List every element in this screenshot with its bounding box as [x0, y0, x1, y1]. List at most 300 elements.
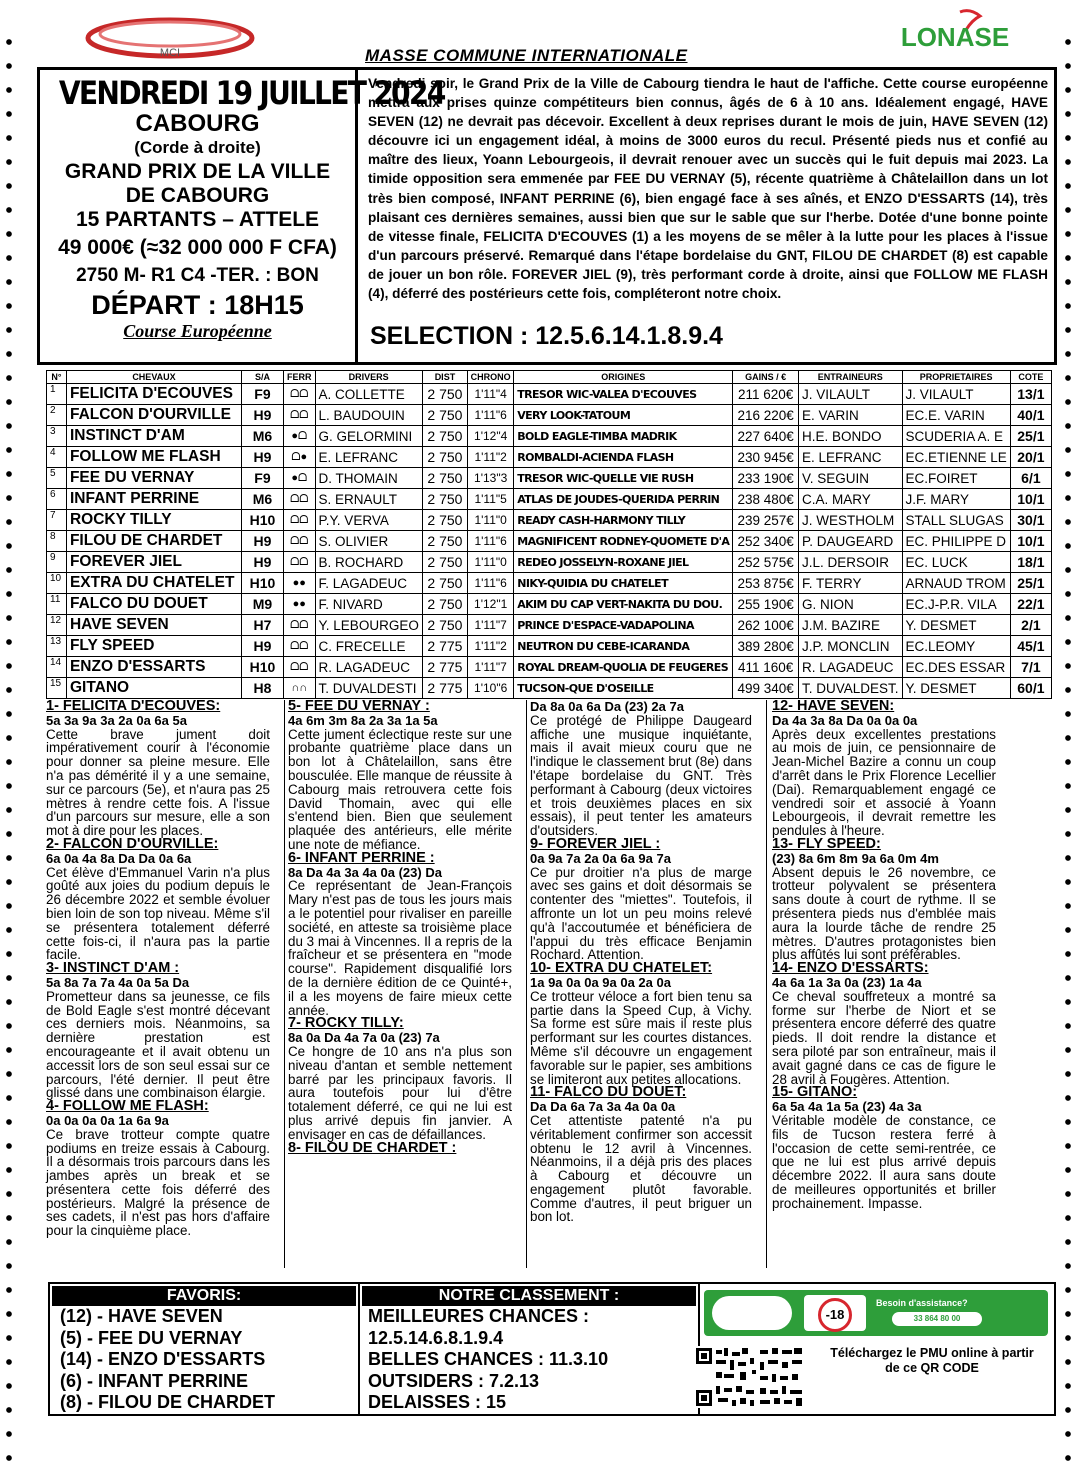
table-row: [47, 531, 1052, 552]
table-row: [47, 552, 1052, 573]
cell-trainer: J.M. BAZIRE: [798, 615, 902, 636]
cell-gains: 239 257€: [733, 510, 799, 531]
table-row: [47, 426, 1052, 447]
cell-trainer: J. VILAULT: [798, 384, 902, 405]
cell-trainer: V. SEGUIN: [798, 468, 902, 489]
table-row: [47, 468, 1052, 489]
cell-gains: 227 640€: [733, 426, 799, 447]
cell-driver: S. ERNAULT: [315, 489, 422, 510]
classement-item: OUTSIDERS : 7.2.13: [368, 1370, 540, 1391]
cell-name: GITANO: [66, 678, 241, 699]
commentary-text: Cette brave jument doit impérativement courir à l'économie pour donner sa pleine mesure. Elle n'a pas démérité il y a une semaine, sur ce parcours (5e), et n'aura pas 25 mètres à rendre cette fois. A l'issue d'un parcours sur mesure, elle a son mot à dire pour les places.: [46, 726, 270, 839]
cell-ferr: ᗝᗝ: [283, 510, 315, 531]
cell-cote: 10/1: [1010, 531, 1051, 552]
cell-sa: H10: [242, 510, 284, 531]
cell-name: ROCKY TILLY: [66, 510, 241, 531]
commentary-heading: 7- ROCKY TILLY:: [288, 1015, 404, 1032]
cell-cote: 10/1: [1010, 489, 1051, 510]
commentary-text: Absent depuis le 26 novembre, ce trotteur polyvalent se présentera sans doute à court de rythme. Il se présentera pieds nus d'emblée mais aura la lourde tâche de rendre 25 mètres. D'autres protagonistes bien plus affûtés lui sont préférables.: [772, 864, 996, 963]
column-divider: [766, 700, 767, 1268]
column-divider: [284, 700, 285, 1268]
cell-sa: M6: [242, 489, 284, 510]
cell-gains: 230 945€: [733, 447, 799, 468]
cell-ferr: ᗝᗝ: [283, 384, 315, 405]
table-row: [47, 573, 1052, 594]
cell-ferr: ᗝᗝ: [283, 405, 315, 426]
commentary-form: Da Da 6a 7a 3a 4a 0a 0a: [530, 1099, 676, 1115]
favoris-panel: [52, 1286, 356, 1414]
cell-driver: Y. LEBOURGEO: [315, 615, 422, 636]
cell-owner: Y. DESMET: [902, 678, 1010, 699]
qr-caption: Téléchargez le PMU online à partir de ce QR CODE: [830, 1346, 1034, 1375]
table-row: [47, 594, 1052, 615]
course-type: Course Européenne: [123, 321, 272, 341]
cell-trainer: F. TERRY: [798, 573, 902, 594]
help-phone: 33 864 80 00: [892, 1312, 982, 1326]
cell-gains: 252 575€: [733, 552, 799, 573]
svg-text:LONASE: LONASE: [900, 22, 1010, 52]
cell-origin: TRESOR WIC-QUELLE VIE RUSH: [514, 468, 733, 489]
runners-body: [47, 384, 1052, 699]
commentary-text: Ce cheval souffreteux a montré sa forme sur l'herbe de Niort et se présentera encore déferré des quatre pieds. Il doit rendre la distance et sera piloté par son entraîneur, mais il avait gagné dans ce cas de figure le 28 avril à Fougères. Attention.: [772, 988, 996, 1087]
cell-ferr: ∩∩: [283, 678, 315, 699]
cell-num: 5: [47, 468, 67, 489]
cell-driver: S. OLIVIER: [315, 531, 422, 552]
cell-trainer: E. VARIN: [798, 405, 902, 426]
cell-cote: 13/1: [1010, 384, 1051, 405]
minus-18-icon: -18: [818, 1298, 852, 1332]
cell-chrono: 1'11"6: [468, 531, 514, 552]
commentary-text: Ce pur droitier n'a plus de marge avec ses gains et doit désormais se contenter des "miettes". Toutefois, il affronte un lot un peu moins relevé qu'à l'accoutumée et bénéficiera de l'appui du très efficace Benjamin Rochard. Attention.: [530, 864, 752, 963]
commentary-form: 6a 0a 4a 8a Da Da 0a 6a: [46, 850, 192, 866]
column-header: CHEVAUX: [66, 371, 241, 384]
column-header: ENTRAINEURS: [798, 371, 902, 384]
commentary-text: Cet élève d'Emmanuel Varin n'a plus goûté aux joies du podium depuis le 26 décembre 2022 et semble évoluer bien loin de son top niveau. Même s'il se présentera totalement déferré cette fois-ci, il n'aura pas la partie facile.: [46, 864, 270, 963]
cell-dist: 2 750: [422, 405, 467, 426]
cell-dist: 2 775: [422, 657, 467, 678]
cell-ferr: ᗝᗝ: [283, 636, 315, 657]
commentary-heading: 15- GITANO:: [772, 1084, 858, 1101]
cell-sa: F9: [242, 468, 284, 489]
cell-sa: H10: [242, 657, 284, 678]
cell-driver: B. ROCHARD: [315, 552, 422, 573]
cell-cote: 2/1: [1010, 615, 1051, 636]
cell-chrono: 1'11"6: [468, 405, 514, 426]
commentary-heading: 14- ENZO D'ESSARTS:: [772, 960, 929, 977]
cell-dist: 2 750: [422, 573, 467, 594]
cell-dist: 2 750: [422, 468, 467, 489]
cell-owner: J.F. MARY: [902, 489, 1010, 510]
cell-ferr: ●●: [283, 594, 315, 615]
cell-origin: MAGNIFICENT RODNEY-QUOMETE D'A: [514, 531, 733, 552]
cell-gains: 411 160€: [733, 657, 799, 678]
cell-num: 15: [47, 678, 67, 699]
cell-dist: 2 750: [422, 426, 467, 447]
dotted-border-right: [1063, 30, 1073, 1470]
cell-trainer: G. NION: [798, 594, 902, 615]
classement-item: DELAISSES : 15: [368, 1392, 507, 1412]
cell-num: 13: [47, 636, 67, 657]
cell-origin: TUCSON-QUE D'OSEILLE: [514, 678, 733, 699]
cell-driver: F. LAGADEUC: [315, 573, 422, 594]
cell-name: INFANT PERRINE: [66, 489, 241, 510]
cell-sa: H10: [242, 573, 284, 594]
qr-code-icon: [694, 1346, 806, 1408]
lonase-logo: [870, 8, 1040, 56]
cell-ferr: ᗝᗝ: [283, 615, 315, 636]
cell-chrono: 1'11"0: [468, 510, 514, 531]
age-limit-badge: [804, 1295, 866, 1331]
table-row: [47, 615, 1052, 636]
cell-sa: H7: [242, 615, 284, 636]
cell-num: 14: [47, 657, 67, 678]
commentary-heading: 2- FALCON D'OURVILLE:: [46, 835, 219, 852]
commentary-text: Après deux excellentes prestations au mois de juin, ce pensionnaire de Jean-Michel Bazire a connu un coup d'arrêt dans le Prix Florence Lecellier (Dai). Remarquablement engagé ce vendredi soir et associé à Yoann Lebourgeois, il devrait remettre les pendules à l'heure.: [772, 726, 996, 839]
commentary-text: Ce protégé de Philippe Daugeard affiche une musique inquiétante, mais il avait mieux couru que ne l'indique le classement brut (8e) dans l'étape bordelaise du GNT. Très performant à Cabourg (deux victoires et trois deuxièmes places en six essais), il peut tenter les amateurs d'outsiders.: [530, 712, 752, 839]
cell-cote: 6/1: [1010, 468, 1051, 489]
cell-owner: EC.DES ESSAR: [902, 657, 1010, 678]
cell-owner: EC.J-P.R. VILA: [902, 594, 1010, 615]
cell-sa: H9: [242, 405, 284, 426]
dotted-border-left: [4, 30, 14, 1470]
table-row: [47, 678, 1052, 699]
cell-origin: BOLD EAGLE-TIMBA MADRIK: [514, 426, 733, 447]
cell-origin: ATLAS DE JOUDES-QUERIDA PERRIN: [514, 489, 733, 510]
cell-driver: D. THOMAIN: [315, 468, 422, 489]
commentary-column-4: [772, 700, 996, 1210]
cell-trainer: J. WESTHOLM: [798, 510, 902, 531]
cell-trainer: R. LAGADEUC: [798, 657, 902, 678]
cell-dist: 2 750: [422, 384, 467, 405]
commentary-form: 0a 0a 0a 0a 1a 6a 9a: [46, 1112, 169, 1128]
cell-num: 7: [47, 510, 67, 531]
commentary-heading: 4- FOLLOW ME FLASH:: [46, 1098, 209, 1115]
runners-table: [46, 370, 1052, 699]
cell-dist: 2 750: [422, 615, 467, 636]
cell-chrono: 1'11"6: [468, 573, 514, 594]
cell-cote: 7/1: [1010, 657, 1051, 678]
column-divider: [526, 700, 527, 1268]
cell-driver: G. GELORMINI: [315, 426, 422, 447]
cell-driver: L. BAUDOUIN: [315, 405, 422, 426]
classement-title: NOTRE CLASSEMENT :: [362, 1286, 696, 1306]
cell-ferr: ●ᗝ: [283, 426, 315, 447]
cell-num: 12: [47, 615, 67, 636]
commentary-form: (23) 8a 6m 8m 9a 6a 0m 4m: [772, 850, 939, 866]
cell-dist: 2 750: [422, 531, 467, 552]
column-header: FERR: [283, 371, 315, 384]
cell-owner: SCUDERIA A. E: [902, 426, 1010, 447]
cell-num: 11: [47, 594, 67, 615]
column-header: ORIGINES: [514, 371, 733, 384]
cell-name: FEE DU VERNAY: [66, 468, 241, 489]
cell-cote: 30/1: [1010, 510, 1051, 531]
cell-gains: 216 220€: [733, 405, 799, 426]
commentary-form: 8a Da 4a 3a 4a 0a (23) Da: [288, 864, 442, 880]
commentary-text: Cet attentiste patenté n'a pu véritablement confirmer son accessit obtenu le 12 avril à Vincennes. Néanmoins, il a déjà pris des places à Cabourg et découvre un engagement plutôt favorable. Comme d'autres, il peut briguer un bon lot.: [530, 1112, 752, 1225]
cell-cote: 60/1: [1010, 678, 1051, 699]
cell-ferr: ᗝᗝ: [283, 657, 315, 678]
cell-chrono: 1'10"6: [468, 678, 514, 699]
cell-name: FOREVER JIEL: [66, 552, 241, 573]
cell-chrono: 1'11"4: [468, 384, 514, 405]
summary-divider: [358, 1284, 360, 1414]
cell-name: EXTRA DU CHATELET: [66, 573, 241, 594]
mci-logo: [80, 10, 260, 60]
cell-name: FILOU DE CHARDET: [66, 531, 241, 552]
partants: 15 PARTANTS – ATTELE: [75, 208, 320, 231]
commentary-columns: [44, 700, 1054, 1268]
cell-dist: 2 775: [422, 678, 467, 699]
cell-dist: 2 750: [422, 594, 467, 615]
selection: SELECTION : 12.5.6.14.1.8.9.4: [370, 322, 723, 350]
table-row: [47, 489, 1052, 510]
column-header: DIST: [422, 371, 467, 384]
commentary-text: Prometteur dans sa jeunesse, ce fils de Bold Eagle s'est montré décevant ces derniers mois. Néanmoins, sa dernière prestation est encourageante et il avait obtenu un accessit lors de son seul essai sur ce parcours, l'été dernier. Il peut être glissé dans une combinaison élargie.: [46, 988, 270, 1101]
cell-ferr: ᗝᗝ: [283, 552, 315, 573]
cell-ferr: ●●: [283, 573, 315, 594]
commentary-heading: 5- FEE DU VERNAY :: [288, 698, 430, 714]
cell-num: 9: [47, 552, 67, 573]
commentary-form: 1a 9a 0a 0a 9a 0a 2a 0a: [530, 974, 671, 990]
commentary-column-2: [288, 700, 512, 1155]
table-row: [47, 657, 1052, 678]
cell-origin: NEUTRON DU CEBE-ICARANDA: [514, 636, 733, 657]
cell-name: FALCON D'OURVILLE: [66, 405, 241, 426]
column-header: CHRONO: [468, 371, 514, 384]
cell-trainer: H.E. BONDO: [798, 426, 902, 447]
cell-chrono: 1'11"2: [468, 447, 514, 468]
prize: 49 000€ (≈32 000 000 F CFA): [58, 236, 337, 259]
cell-origin: ROMBALDI-ACIENDA FLASH: [514, 447, 733, 468]
commentary-heading: 6- INFANT PERRINE :: [288, 849, 435, 866]
classement-item: MEILLEURES CHANCES :: [368, 1306, 590, 1326]
cell-owner: EC.LEOMY: [902, 636, 1010, 657]
cell-owner: J. VILAULT: [902, 384, 1010, 405]
cell-gains: 233 190€: [733, 468, 799, 489]
cell-sa: H9: [242, 531, 284, 552]
cell-driver: R. LAGADEUC: [315, 657, 422, 678]
cell-dist: 2 750: [422, 552, 467, 573]
classement-item: 12.5.14.6.8.1.9.4: [368, 1327, 504, 1348]
favori-item: (5) - FEE DU VERNAY: [60, 1327, 243, 1348]
cell-chrono: 1'11"0: [468, 552, 514, 573]
cell-ferr: ᗝ●: [283, 447, 315, 468]
cell-driver: P.Y. VERVA: [315, 510, 422, 531]
cell-gains: 253 875€: [733, 573, 799, 594]
column-header: GAINS / €: [733, 371, 799, 384]
cell-owner: ARNAUD TROM: [902, 573, 1010, 594]
cell-dist: 2 750: [422, 510, 467, 531]
commentary-heading: 8- FILOU DE CHARDET :: [288, 1139, 457, 1156]
cell-origin: READY CASH-HARMONY TILLY: [514, 510, 733, 531]
cell-origin: VERY LOOK-TATOUM: [514, 405, 733, 426]
favori-item: (12) - HAVE SEVEN: [60, 1306, 223, 1326]
cell-chrono: 1'11"7: [468, 657, 514, 678]
cell-sa: H9: [242, 447, 284, 468]
commentary-heading: 10- EXTRA DU CHATELET:: [530, 960, 713, 977]
favori-item: (6) - INFANT PERRINE: [60, 1370, 249, 1391]
responsible-gaming-banner: [704, 1290, 1048, 1336]
cell-sa: H9: [242, 552, 284, 573]
cell-owner: EC. PHILIPPE D: [902, 531, 1010, 552]
column-header: S/A: [242, 371, 284, 384]
cell-trainer: E. LEFRANC: [798, 447, 902, 468]
column-header: PROPRIETAIRES: [902, 371, 1010, 384]
race-info-panel: [40, 70, 445, 362]
cell-num: 8: [47, 531, 67, 552]
table-row: [47, 636, 1052, 657]
commentary-text: Véritable modèle de constance, ce fils de Tucson restera ferré à l'occasion de cette semi-rentrée, ce que ne lui est plus arrivé depuis décembre 2022. Il aura sans doute de meilleures opportunités et briller prochainement. Impasse.: [772, 1112, 996, 1211]
conditions: 2750 M- R1 C4 -TER. : BON: [76, 265, 319, 286]
cell-owner: EC.FOIRET: [902, 468, 1010, 489]
corde: (Corde à droite): [134, 138, 261, 157]
cell-num: 1: [47, 384, 67, 405]
cell-name: ENZO D'ESSARTS: [66, 657, 241, 678]
commentary-form: 5a 3a 9a 3a 2a 0a 6a 5a: [46, 712, 187, 728]
cell-owner: EC. LUCK: [902, 552, 1010, 573]
commentary-form: 4a 6m 3m 8a 2a 3a 1a 5a: [288, 712, 438, 728]
cell-ferr: ●ᗝ: [283, 468, 315, 489]
cell-gains: 262 100€: [733, 615, 799, 636]
favori-item: (8) - FILOU DE CHARDET: [60, 1392, 275, 1412]
table-header-row: [47, 371, 1052, 384]
cell-cote: 25/1: [1010, 426, 1051, 447]
cell-gains: 499 340€: [733, 678, 799, 699]
column-header: COTE: [1010, 371, 1051, 384]
cell-num: 10: [47, 573, 67, 594]
cell-cote: 20/1: [1010, 447, 1051, 468]
commentary-heading: 9- FOREVER JIEL :: [530, 835, 661, 852]
favori-item: (14) - ENZO D'ESSARTS: [60, 1349, 266, 1369]
cell-dist: 2 750: [422, 447, 467, 468]
cell-gains: 252 340€: [733, 531, 799, 552]
commentary-form: 4a 6a 1a 3a 0a (23) 1a 4a: [772, 974, 922, 990]
cell-driver: A. COLLETTE: [315, 384, 422, 405]
race-presentation: Vendredi soir, le Grand Prix de la Ville de Cabourg tiendra le haut de l'affiche. Cette course européenne mettra aux prises quinze compétiteurs bien connus, âgés de 6 à 10 ans. Idéalement engagé, HAVE SEVEN (12) ne devrait pas décevoir. Excellent à deux reprises durant le mois de juin, HAVE SEVEN (12) découvre ici un engagement idéal, à moins de 3000 euros du recul. Présenté pieds nus et confié au maître des lieux, Yoann Lebourgeois, il devrait renouer avec un succès qui le fuit depuis mai 2023. La timide opposition sera emmenée par FEE DU VERNAY (5), récente quatrième à Châtelaillon dans un lot très bien composé, INFANT PERRINE (6), bien engagé face à ses aînés, et ENZO D'ESSARTS (14), très plaisant ces dernières semaines, aussi bien que sur le sable que sur l'herbe. Dotée d'une bonne pointe de vitesse finale, FELICITA D'ECOUVES (1) a les moyens de se mêler à la lutte pour les places à l'issue d'un parcours préservé. Remarqué dans l'étape bordelaise du GNT, FILOU DE CHARDET (8) est capable de jouer un bon rôle. FOREVER JIEL (9), très performant corde à droite, ainsi que FOLLOW ME FLASH (4), déferré des postérieurs cette fois, compléteront notre choix.: [368, 76, 1048, 302]
cell-origin: NIKY-QUIDIA DU CHATELET: [514, 573, 733, 594]
cell-driver: F. NIVARD: [315, 594, 422, 615]
commentary-form: 6a 5a 4a 1a 5a (23) 4a 3a: [772, 1099, 922, 1115]
column-header: DRIVERS: [315, 371, 422, 384]
cell-sa: H9: [242, 636, 284, 657]
classement-panel: [362, 1286, 696, 1414]
cell-trainer: J.L. DERSOIR: [798, 552, 902, 573]
cell-trainer: J.P. MONCLIN: [798, 636, 902, 657]
cell-gains: 255 190€: [733, 594, 799, 615]
cell-origin: REDEO JOSSELYN-ROXANE JIEL: [514, 552, 733, 573]
table-row: [47, 447, 1052, 468]
cell-sa: F9: [242, 384, 284, 405]
cell-cote: 18/1: [1010, 552, 1051, 573]
cell-cote: 25/1: [1010, 573, 1051, 594]
commentary-form: 8a 0a Da 4a 7a 0a (23) 7a: [288, 1030, 440, 1046]
commentary-form: Da 8a 0a 6a Da (23) 2a 7a: [530, 699, 684, 714]
commentary-text: Ce représentant de Jean-François Mary n'est pas de tous les jours mais a le potentiel pour rivaliser en pareille société, en atteste sa troisième place du 3 mai à Vincennes. Il a repris de la fraîcheur et se présentera en "mode course". Rapidement disqualifié lors de la dernière édition de ce Quinté+, il a les moyens de faire mieux cette année.: [288, 878, 512, 1018]
cell-owner: Y. DESMET: [902, 615, 1010, 636]
cell-name: FALCO DU DOUET: [66, 594, 241, 615]
cell-name: FELICITA D'ECOUVES: [66, 384, 241, 405]
cell-num: 3: [47, 426, 67, 447]
commentary-heading: 11- FALCO DU DOUET:: [530, 1084, 687, 1101]
cell-ferr: ᗝᗝ: [283, 531, 315, 552]
commentary-text: Ce brave trotteur compte quatre podiums en treize essais à Cabourg. Il a désormais trois parcours dans les jambes après un break et se présentera cette fois déferré des postérieurs. Malgré la présence de ses cadets, il n'est pas hors d'affaire pour la cinquième place.: [46, 1126, 270, 1239]
cell-chrono: 1'12"4: [468, 426, 514, 447]
cell-dist: 2 775: [422, 636, 467, 657]
masse-commune-title: MASSE COMMUNE INTERNATIONALE: [365, 46, 688, 65]
commentary-heading: 13- FLY SPEED:: [772, 835, 881, 852]
commentary-form: 5a 8a 7a 7a 4a 0a 5a Da: [46, 974, 190, 990]
cell-sa: M6: [242, 426, 284, 447]
classement-item: BELLES CHANCES : 11.3.10: [368, 1349, 609, 1369]
cell-chrono: 1'11"2: [468, 636, 514, 657]
cell-trainer: T. DUVALDEST.: [798, 678, 902, 699]
cell-owner: EC.ETIENNE LE: [902, 447, 1010, 468]
cell-chrono: 1'12"1: [468, 594, 514, 615]
commentary-heading: 1- FELICITA D'ECOUVES:: [46, 698, 221, 714]
lonase-mini-logo: [712, 1296, 792, 1330]
race-name-line2: DE CABOURG: [125, 184, 270, 207]
cell-gains: 389 280€: [733, 636, 799, 657]
cell-name: HAVE SEVEN: [66, 615, 241, 636]
table-row: [47, 510, 1052, 531]
venue: CABOURG: [135, 110, 260, 137]
commentary-column-1: [46, 700, 270, 1238]
help-text: Besoin d'assistance?: [876, 1298, 968, 1308]
table-row: [47, 384, 1052, 405]
table-row: [47, 405, 1052, 426]
cell-owner: EC.E. VARIN: [902, 405, 1010, 426]
cell-driver: E. LEFRANC: [315, 447, 422, 468]
cell-num: 2: [47, 405, 67, 426]
cell-num: 6: [47, 489, 67, 510]
cell-dist: 2 750: [422, 489, 467, 510]
race-name-line1: GRAND PRIX DE LA VILLE: [64, 160, 331, 183]
cell-cote: 45/1: [1010, 636, 1051, 657]
cell-name: FOLLOW ME FLASH: [66, 447, 241, 468]
cell-num: 4: [47, 447, 67, 468]
svg-text:MCI: MCI: [159, 47, 181, 59]
cell-sa: H8: [242, 678, 284, 699]
commentary-text: Ce trotteur véloce a fort bien tenu sa partie dans la Speed Cup, à Vichy. Sa forme est sûre mais il reste plus performant sur les courtes distances. Même s'il découvre un engagement favorable sur le papier, ses ambitions se limiteront aux petites allocations.: [530, 988, 752, 1087]
cell-name: FLY SPEED: [66, 636, 241, 657]
cell-owner: STALL SLUGAS: [902, 510, 1010, 531]
cell-sa: M9: [242, 594, 284, 615]
cell-chrono: 1'13"3: [468, 468, 514, 489]
commentary-heading: 3- INSTINCT D'AM :: [46, 960, 180, 977]
commentary-heading: 12- HAVE SEVEN:: [772, 698, 895, 714]
cell-cote: 40/1: [1010, 405, 1051, 426]
cell-trainer: P. DAUGEARD: [798, 531, 902, 552]
cell-gains: 211 620€: [733, 384, 799, 405]
cell-driver: C. FRECELLE: [315, 636, 422, 657]
cell-origin: ROYAL DREAM-QUOLIA DE FEUGERES: [514, 657, 733, 678]
commentary-text: Ce hongre de 10 ans n'a plus son niveau d'antan et semble nettement barré par les principaux favoris. Il aura toutefois pour lui d'être totalement déferré, ce qui ne lui est plus arrivé depuis fin janvier. A envisager en cas de défaillances.: [288, 1043, 512, 1142]
commentary-form: 0a 9a 7a 2a 0a 6a 9a 7a: [530, 850, 671, 866]
cell-chrono: 1'11"5: [468, 489, 514, 510]
cell-cote: 22/1: [1010, 594, 1051, 615]
favoris-title: FAVORIS:: [52, 1286, 356, 1306]
cell-chrono: 1'11"7: [468, 615, 514, 636]
commentary-column-3: [530, 700, 752, 1224]
cell-trainer: C.A. MARY: [798, 489, 902, 510]
cell-name: INSTINCT D'AM: [66, 426, 241, 447]
cell-gains: 238 480€: [733, 489, 799, 510]
column-header: N°: [47, 371, 67, 384]
cell-ferr: ᗝᗝ: [283, 489, 315, 510]
depart-time: DÉPART : 18H15: [91, 290, 304, 320]
cell-origin: TRESOR WIC-VALEA D'ECOUVES: [514, 384, 733, 405]
